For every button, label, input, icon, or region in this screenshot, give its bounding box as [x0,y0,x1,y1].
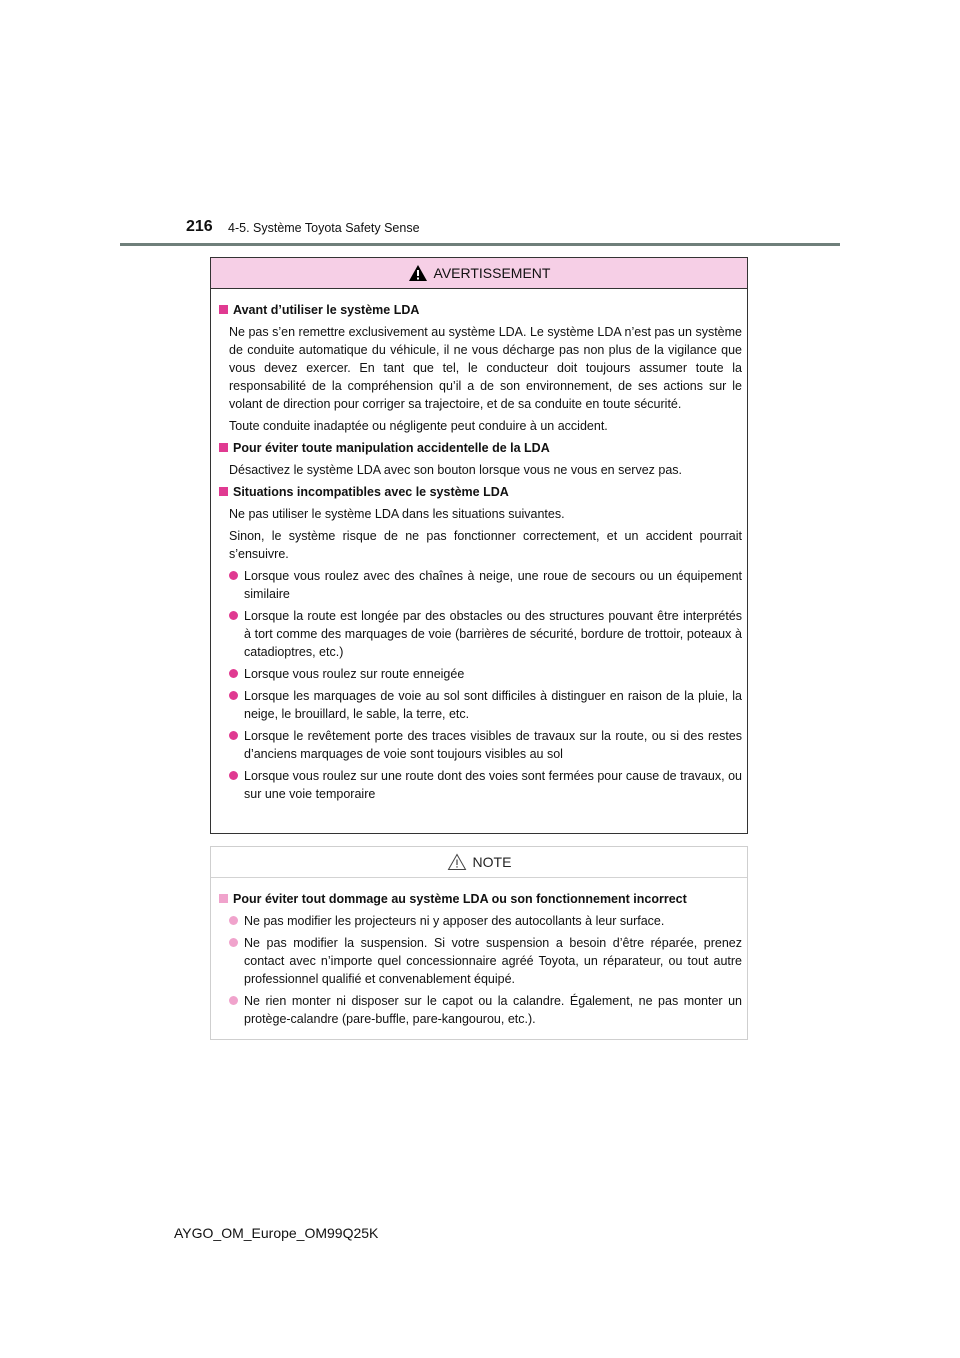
warning-paragraph: Toute conduite inadaptée ou négligente peut conduire à un accident. [229,419,608,433]
square-bullet-icon [219,894,228,903]
round-bullet-icon [229,916,238,925]
warning-section-heading: Situations incompatibles avec le système LDA [219,483,742,501]
round-bullet-icon [229,731,238,740]
footer-document-code: AYGO_OM_Europe_OM99Q25K [174,1225,379,1241]
warning-paragraph: Ne pas utiliser le système LDA dans les situations suivantes. [229,507,565,521]
list-item: Lorsque vous roulez sur une route dont des voies sont fermées pour cause de travaux, ou sur une voie temporaire [229,767,742,803]
square-bullet-icon [219,443,228,452]
warning-body [211,289,747,803]
list-item: Ne rien monter ni disposer sur le capot ou la calandre. Également, ne pas monter un protège-calandre (pare-buffle, pare-kangourou, etc.). [229,992,742,1028]
note-title: NOTE [472,854,512,870]
round-bullet-icon [229,771,238,780]
round-bullet-icon [229,669,238,678]
caution-outline-icon [447,853,467,871]
square-bullet-icon [219,305,228,314]
section-title: 4-5. Système Toyota Safety Sense [228,221,420,235]
warning-section-heading: Avant d’utiliser le système LDA [219,301,742,319]
warning-paragraph: Ne pas s’en remettre exclusivement au système LDA. Le système LDA n’est pas un système de conduite automatique du véhicule, il ne vous décharge pas non plus de la vigilance que vous devez exercer. En tant que tel, le conducteur doit toujours assumer toute la responsabilité de la compréhension qu’il a de son environnement, de ses actions sur le volant de direction pour corriger sa trajectoire, et de sa conduite en toute sécurité. [229,325,742,411]
square-bullet-icon [219,487,228,496]
note-header [211,847,747,878]
list-item: Lorsque la route est longée par des obstacles ou des structures pouvant être interprétés à tort comme des marquages de voie (barrières de sécurité, bordure de trottoir, poteaux à catadioptres, etc.) [229,607,742,661]
warning-section-heading: Pour éviter toute manipulation accidentelle de la LDA [219,439,742,457]
note-body [211,878,747,1028]
warning-paragraph: Désactivez le système LDA avec son bouton lorsque vous ne vous en servez pas. [229,463,683,477]
list-item: Lorsque vous roulez avec des chaînes à neige, une roue de secours ou un équipement similaire [229,567,742,603]
note-box [210,846,748,1040]
page-number: 216 [186,218,213,235]
list-item: Ne pas modifier les projecteurs ni y apposer des autocollants à leur surface. [229,912,742,930]
round-bullet-icon [229,938,238,947]
warning-box [210,257,748,834]
round-bullet-icon [229,611,238,620]
round-bullet-icon [229,691,238,700]
round-bullet-icon [229,996,238,1005]
note-section-heading: Pour éviter tout dommage au système LDA ou son fonctionnement incorrect [219,890,742,908]
warning-triangle-icon [408,264,428,282]
warning-title: AVERTISSEMENT [433,265,551,281]
header-rule [120,243,840,246]
list-item: Lorsque le revêtement porte des traces visibles de travaux sur la route, ou si des restes d’anciens marquages de voie sont toujours visibles au sol [229,727,742,763]
round-bullet-icon [229,571,238,580]
warning-paragraph: Sinon, le système risque de ne pas fonctionner correctement, et un accident pourrait s’ensuivre. [229,529,742,561]
list-item: Ne pas modifier la suspension. Si votre suspension a besoin d’être réparée, prenez contact avec n’importe quel concessionnaire agréé Toyota, un réparateur, ou tout autre professionnel qualifié et convenablement équipé. [229,934,742,988]
list-item: Lorsque vous roulez sur route enneigée [229,665,742,683]
list-item: Lorsque les marquages de voie au sol sont difficiles à distinguer en raison de la pluie, la neige, le brouillard, le sable, la terre, etc. [229,687,742,723]
warning-header [211,258,747,289]
